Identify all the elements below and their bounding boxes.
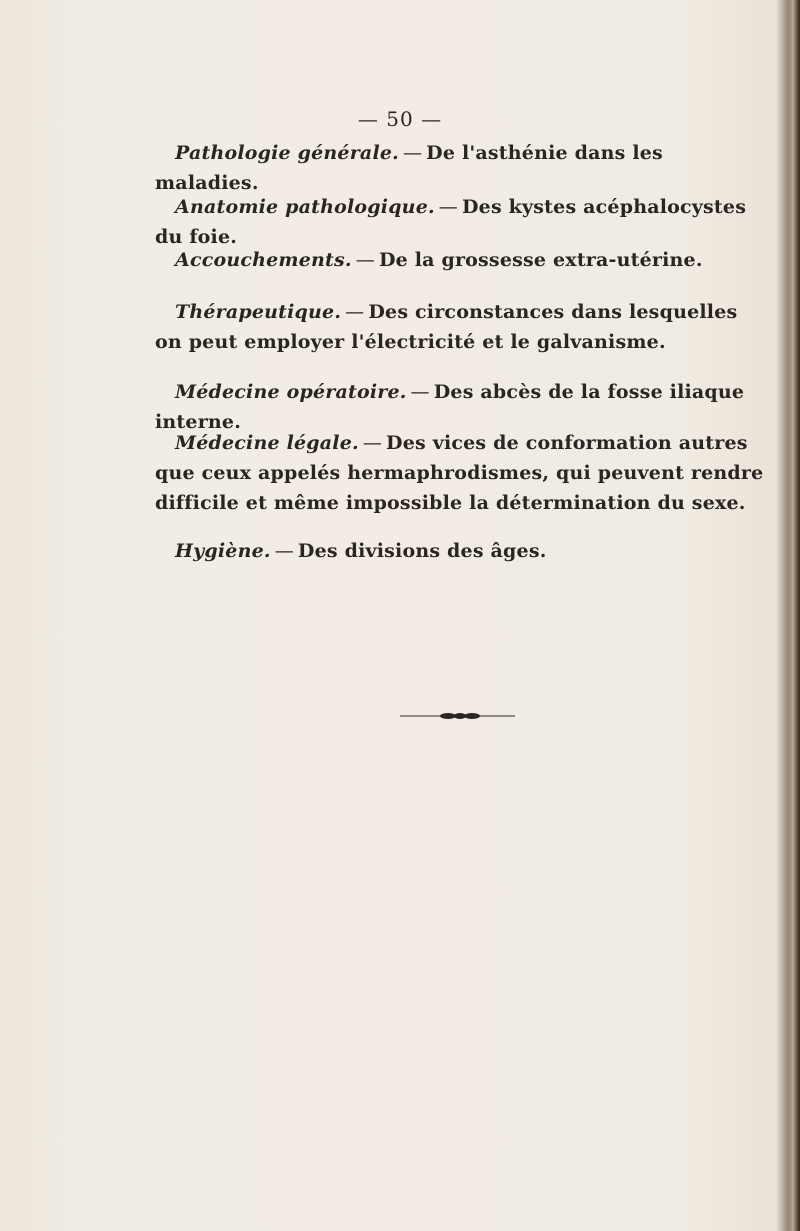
entry-text: De l'asthénie dans les maladies. (155, 142, 663, 194)
ornament-divider (400, 706, 515, 726)
entry-dash: — (345, 301, 365, 323)
entry-dash: — (274, 540, 294, 562)
entry-label: Thérapeutique. (175, 301, 342, 323)
entry-dash: — (355, 249, 375, 271)
entry-label: Hygiène. (175, 540, 271, 562)
entry-label: Accouchements. (175, 249, 352, 271)
page-edge-shadow (788, 0, 800, 1231)
entry-dash: — (438, 196, 458, 218)
entry-pathologie-generale (155, 138, 767, 198)
entry-accouchements (155, 245, 767, 275)
entry-text: Des kystes acéphalocystes du foie. (155, 196, 747, 248)
entry-anatomie-pathologique (155, 192, 767, 252)
entry-text: Des abcès de la fosse iliaque interne. (155, 381, 745, 433)
entry-therapeutique (155, 297, 767, 357)
entry-text: Des circonstances dans lesquelles on peut employer l'électricité et le galvanisme. (155, 301, 738, 353)
entry-dash: — (362, 432, 383, 454)
entry-label: Médecine opératoire. (175, 381, 407, 403)
entry-label: Anatomie pathologique. (175, 196, 435, 218)
entry-label: Médecine légale. (175, 432, 359, 454)
page-number: — 50 — (357, 107, 443, 131)
entry-medecine-legale (155, 428, 767, 518)
entry-text: Des divisions des âges. (297, 540, 547, 562)
entry-dash: — (402, 142, 423, 164)
entry-hygiene (155, 536, 767, 566)
entry-dash: — (410, 381, 430, 403)
entry-label: Pathologie générale. (175, 142, 399, 164)
entry-text: Des vices de conformation autres que ceux appelés hermaphrodismes, qui peuvent rendre difficile et même impossible la détermination du sexe. (155, 432, 764, 514)
entry-text: De la grossesse extra-utérine. (378, 249, 703, 271)
